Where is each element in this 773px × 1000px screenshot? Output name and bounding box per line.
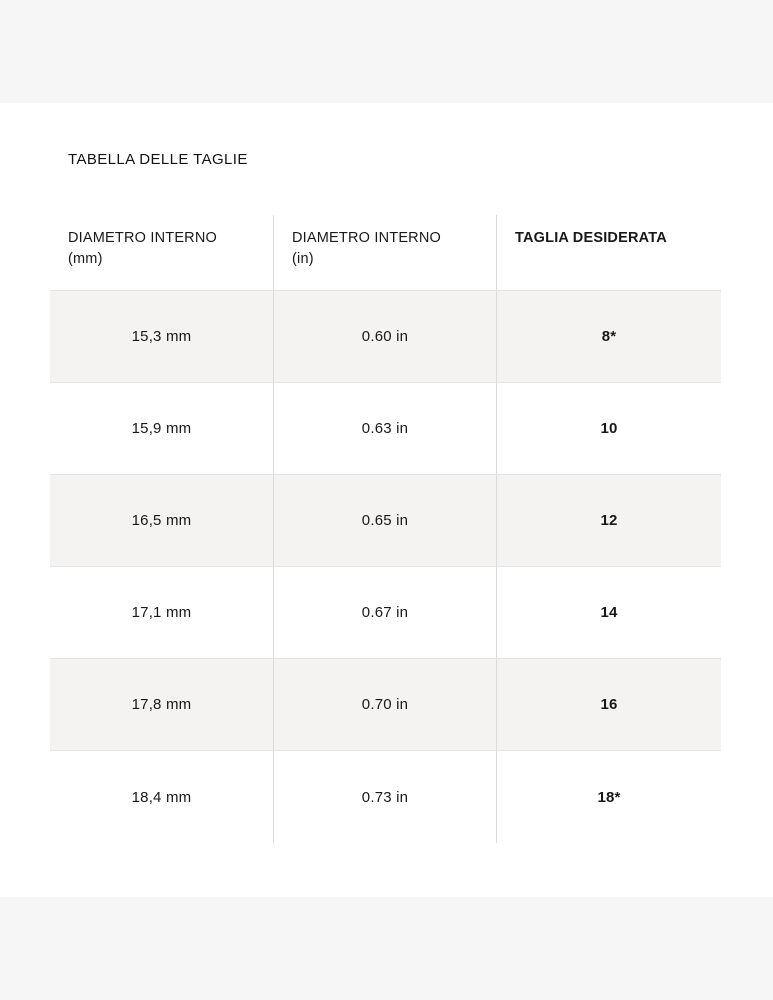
top-band: [0, 0, 773, 103]
header-diameter-mm: [50, 215, 274, 290]
header-diameter-mm-line2: (mm): [68, 251, 103, 267]
cell-size: 8*: [601, 328, 617, 345]
cell-size: 18*: [597, 788, 621, 806]
table-header-row: [50, 215, 721, 291]
cell-diameter-mm: 15,9 mm: [50, 383, 274, 474]
table-row: [50, 751, 721, 843]
header-size: [497, 215, 721, 290]
cell-diameter-in: 0.67 in: [274, 567, 497, 658]
cell-diameter-in: 0.63 in: [274, 383, 497, 474]
size-table: [50, 215, 721, 843]
cell-diameter-in: 0.73 in: [274, 751, 497, 843]
table-row: [50, 659, 721, 751]
bottom-band: [0, 897, 773, 1000]
header-size-line1: TAGLIA DESIDERATA: [515, 230, 667, 246]
table-row: [50, 567, 721, 659]
header-diameter-in-line2: (in): [292, 251, 314, 267]
cell-diameter-in: 0.65 in: [274, 475, 497, 566]
cell-size: 16: [600, 696, 618, 713]
cell-diameter-mm: 15,3 mm: [50, 291, 274, 382]
cell-diameter-mm: 17,8 mm: [50, 659, 274, 750]
table-row: [50, 475, 721, 567]
cell-diameter-in: 0.70 in: [274, 659, 497, 750]
cell-diameter-in: 0.60 in: [274, 291, 497, 382]
table-row: [50, 291, 721, 383]
table-row: [50, 383, 721, 475]
cell-size: 12: [600, 512, 618, 529]
cell-diameter-mm: 17,1 mm: [50, 567, 274, 658]
cell-diameter-mm: 18,4 mm: [50, 751, 274, 843]
cell-diameter-mm: 16,5 mm: [50, 475, 274, 566]
cell-size: 14: [600, 604, 618, 621]
header-diameter-in-line1: DIAMETRO INTERNO: [292, 230, 442, 246]
header-diameter-mm-line1: DIAMETRO INTERNO: [68, 230, 218, 246]
header-diameter-in: [274, 215, 497, 290]
cell-size: 10: [600, 420, 618, 437]
page-title: TABELLA DELLE TAGLIE: [68, 151, 248, 168]
